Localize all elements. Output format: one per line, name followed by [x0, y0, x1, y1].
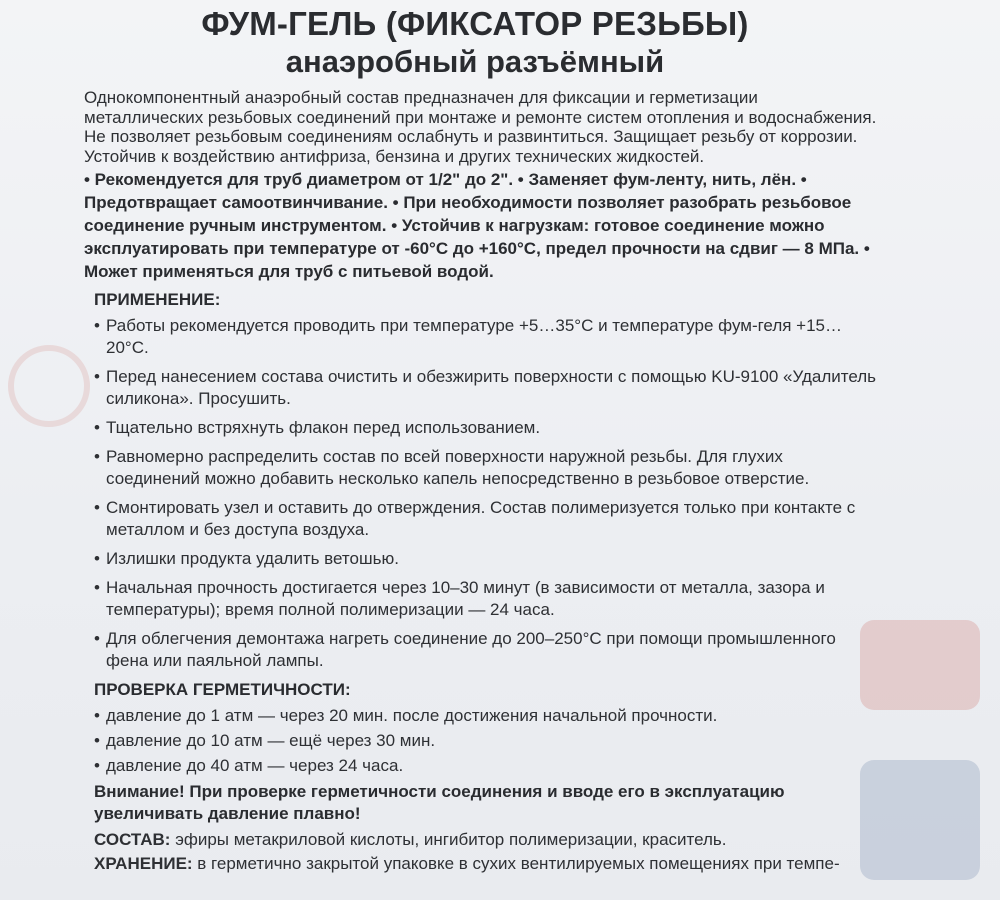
product-features: • Рекомендуется для труб диаметром от 1/2" до 2". • Заменяет фум-ленту, нить, лён. • Предотвращает самоотвинчивание. • При необходимости позволяет разобрать резьбовое соединение ручным инструментом. • Устойчив к нагрузкам: готовое соединение можно эксплуатировать при температуре от -60°С до +160°С, предел прочности на сдвиг — 8 МПа. • Может применяться для труб с питьевой водой.: [84, 170, 870, 281]
application-item: • Тщательно встряхнуть флакон перед использованием.: [94, 417, 880, 439]
warning-text: Внимание! При проверке герметичности соединения и вводе его в эксплуатацию увеличивать давление плавно!: [94, 782, 785, 823]
leak-test-item: • давление до 1 атм — через 20 мин. после достижения начальной прочности.: [94, 705, 880, 727]
product-title: ФУМ-ГЕЛЬ (ФИКСАТОР РЕЗЬБЫ): [201, 5, 749, 42]
application-heading: ПРИМЕНЕНИЕ:: [94, 290, 221, 309]
product-subtitle: анаэробный разъёмный: [285, 44, 665, 79]
composition-text: эфиры метакриловой кислоты, ингибитор полимеризации, краситель.: [170, 830, 727, 849]
application-item: • Излишки продукта удалить ветошью.: [94, 548, 880, 570]
storage-line: [94, 853, 880, 875]
product-description: Однокомпонентный анаэробный состав предназначен для фиксации и герметизации металлических резьбовых соединений при монтаже и ремонте систем отопления и водоснабжения. Не позволяет резьбовым соединениям ослабнуть и развинтиться. Защищает резьбу от коррозии. Устойчив к воздействию антифриза, бензина и других технических жидкостей.: [84, 88, 877, 166]
application-item: • Перед нанесением состава очистить и обезжирить поверхности с помощью KU-9100 «Удалитель силикона». Просушить.: [94, 366, 880, 410]
leak-test-list: [70, 705, 880, 777]
composition-label: СОСТАВ:: [94, 830, 171, 849]
application-list: [70, 315, 880, 672]
leak-test-heading: ПРОВЕРКА ГЕРМЕТИЧНОСТИ:: [94, 680, 351, 699]
application-item: • Начальная прочность достигается через 10–30 минут (в зависимости от металла, зазора и температуры); время полной полимеризации — 24 часа.: [94, 577, 880, 621]
leak-test-item: • давление до 40 атм — через 24 часа.: [94, 755, 880, 777]
application-item: • Для облегчения демонтажа нагреть соединение до 200–250°С при помощи промышленного фена или паяльной лампы.: [94, 628, 880, 672]
application-item: • Равномерно распределить состав по всей поверхности наружной резьбы. Для глухих соединений можно добавить несколько капель непосредственно в резьбовое отверстие.: [94, 446, 880, 490]
composition-line: [94, 829, 880, 851]
application-item: • Работы рекомендуется проводить при температуре +5…35°С и температуре фум-геля +15…20°С.: [94, 315, 880, 359]
storage-label: ХРАНЕНИЕ:: [94, 854, 193, 873]
label-text-block: [70, 4, 880, 877]
leak-test-item: • давление до 10 атм — ещё через 30 мин.: [94, 730, 880, 752]
application-item: • Смонтировать узел и оставить до отверждения. Состав полимеризуется только при контакте с металлом и без доступа воздуха.: [94, 497, 880, 541]
storage-text: в герметично закрытой упаковке в сухих вентилируемых помещениях при темпе-: [192, 854, 840, 873]
